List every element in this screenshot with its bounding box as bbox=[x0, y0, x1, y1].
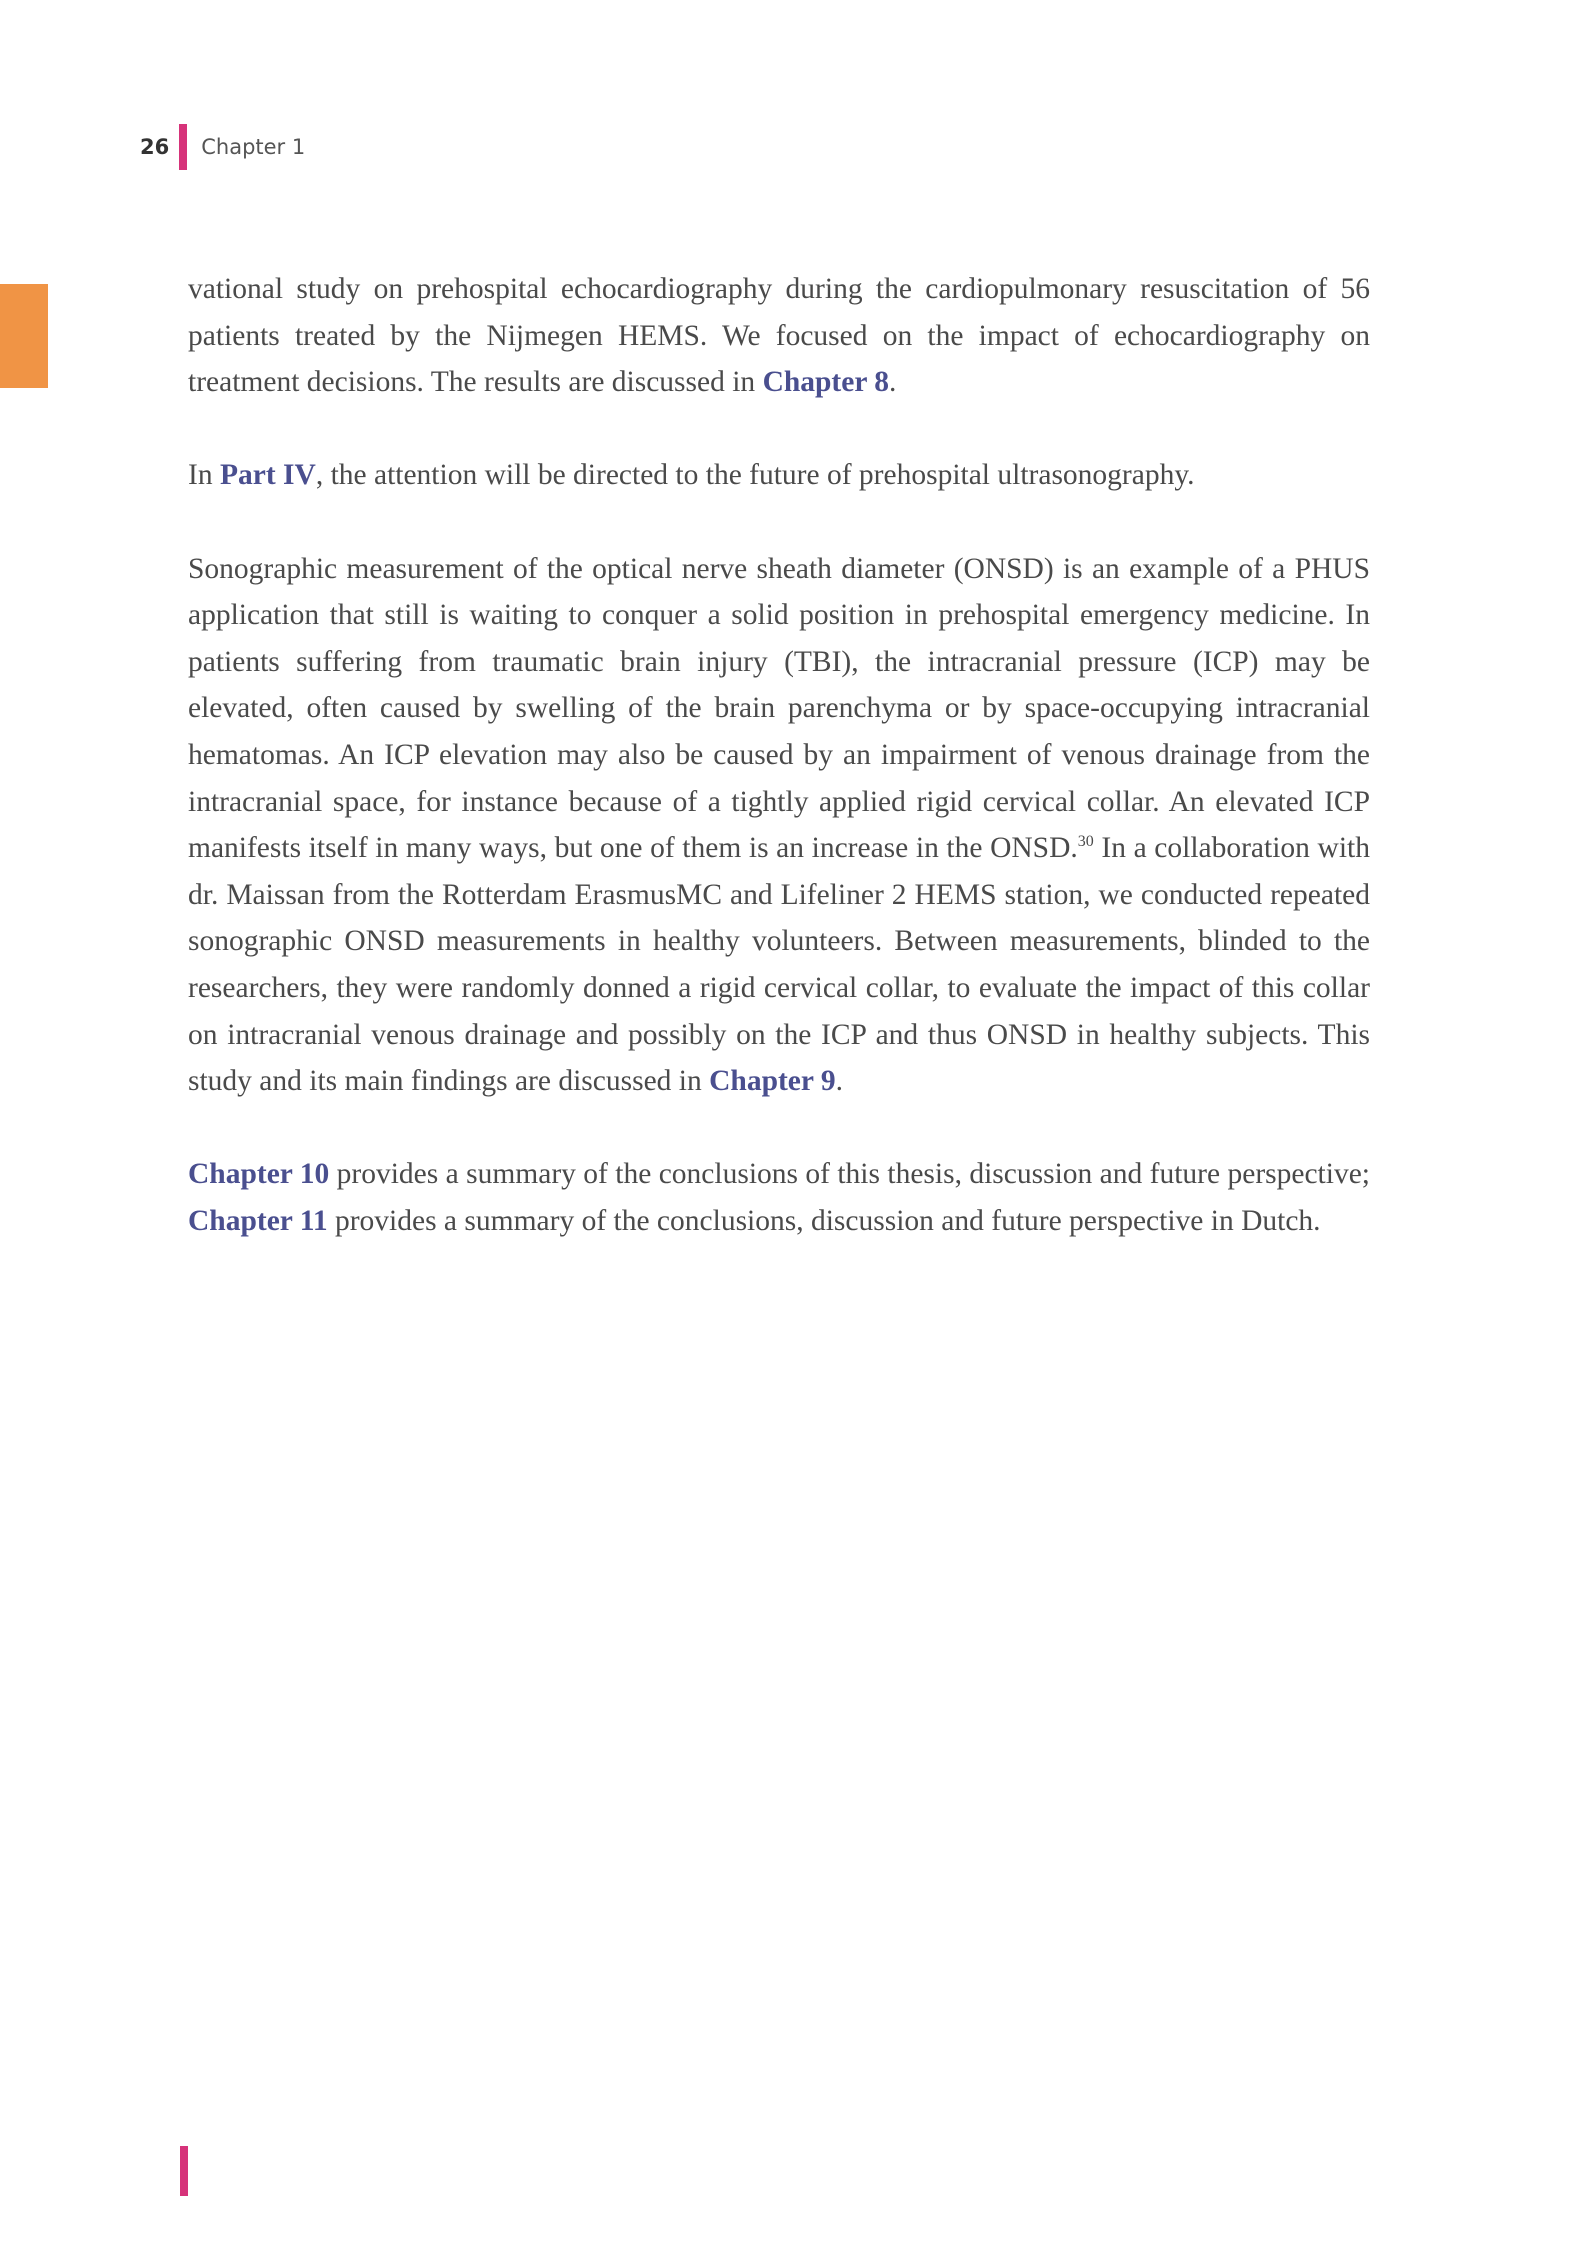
chapter-thumb-tab bbox=[0, 284, 48, 388]
paragraph-text: , the attention will be directed to the future of prehospital ultrasonography. bbox=[315, 459, 1195, 492]
paragraph-text: provides a summary of the conclusions of this thesis, discussion and future perspective; bbox=[329, 1158, 1370, 1191]
paragraph-2 bbox=[188, 452, 1370, 499]
paragraph-1 bbox=[188, 266, 1370, 406]
paragraph-3 bbox=[188, 546, 1370, 1105]
page-number: 26 bbox=[140, 135, 170, 159]
paragraph-text: In bbox=[188, 459, 220, 492]
paragraph-text: Sonographic measurement of the optical nerve sheath diameter (ONSD) is an example of a PHUS application that still is waiting to conquer a solid position in prehospital emergency medicine. In patients suffering from traumatic brain injury (TBI), the intracranial pressure (ICP) may be elevated, often caused by swelling of the brain parenchyma or by space-occupying intracranial hematomas. An ICP elevation may also be caused by an impairment of venous drainage from the intracranial space, for instance because of a tightly applied rigid cervical collar. An elevated ICP manifests itself in many ways, but one of them is an increase in the ONSD. bbox=[188, 552, 1370, 865]
footer-accent-bar bbox=[180, 2146, 188, 2196]
chapter-11-link[interactable]: Chapter 11 bbox=[188, 1204, 328, 1237]
paragraph-text: provides a summary of the conclusions, discussion and future perspective in Dutch. bbox=[327, 1204, 1321, 1237]
reference-superscript[interactable]: 30 bbox=[1077, 833, 1094, 851]
part-iv-link[interactable]: Part IV bbox=[219, 459, 316, 492]
body-text bbox=[188, 266, 1370, 1291]
paragraph-4 bbox=[188, 1151, 1370, 1244]
page-header bbox=[140, 124, 305, 170]
paragraph-text: In a collaboration with dr. Maissan from the Rotterdam ErasmusMC and Lifeliner 2 HEMS station, we conducted repeated sonographic ONSD measurements in healthy volunteers. Between measurements, blinded to the researchers, they were randomly donned a rigid cervical collar, to evaluate the impact of this collar on intracranial venous drainage and possibly on the ICP and thus ONSD in healthy subjects. This study and its main findings are discussed in bbox=[188, 832, 1370, 1098]
header-divider-bar bbox=[179, 124, 187, 170]
paragraph-text: . bbox=[889, 366, 897, 399]
chapter-8-link[interactable]: Chapter 8 bbox=[762, 366, 890, 399]
paragraph-text: vational study on prehospital echocardiography during the cardiopulmonary resuscitation of 56 patients treated by the Nijmegen HEMS. We focused on the impact of echocardiography on treatment decisions. The results are discussed in bbox=[188, 273, 1370, 399]
chapter-10-link[interactable]: Chapter 10 bbox=[188, 1158, 330, 1191]
running-head: Chapter 1 bbox=[201, 135, 306, 159]
chapter-9-link[interactable]: Chapter 9 bbox=[709, 1065, 836, 1098]
paragraph-text: . bbox=[835, 1065, 843, 1098]
